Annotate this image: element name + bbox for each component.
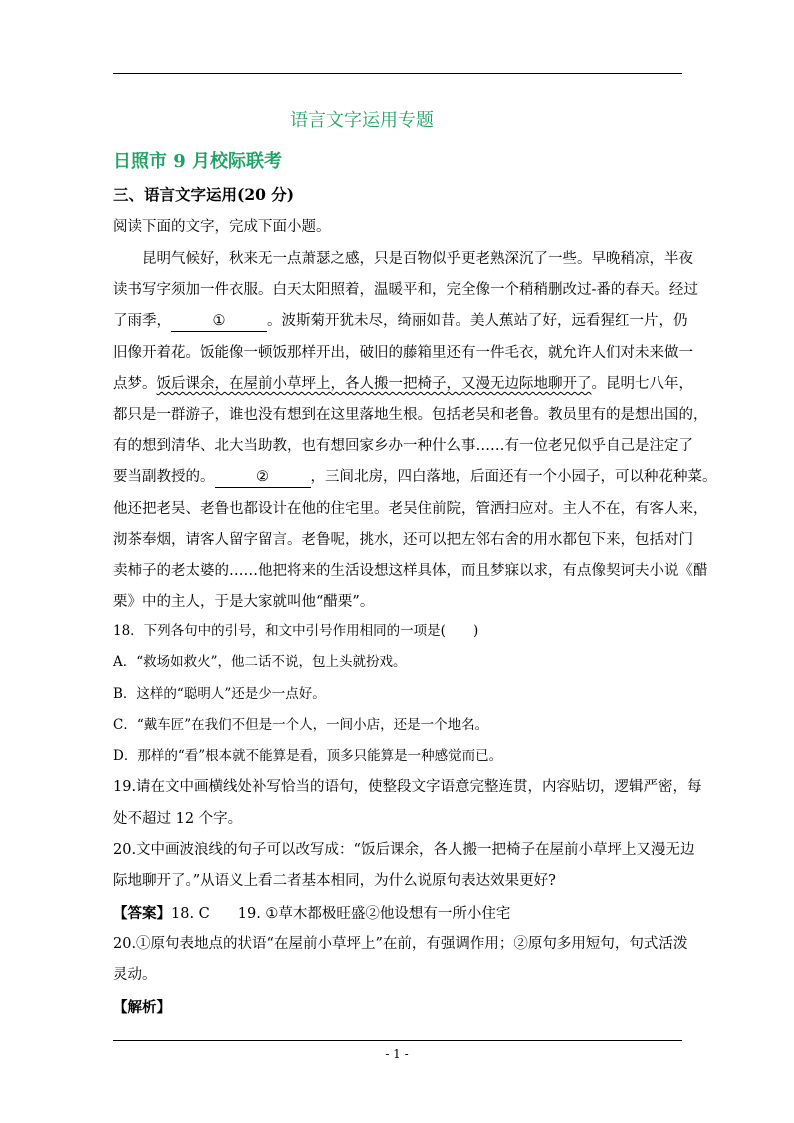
passage-line: [113, 306, 688, 337]
page-number: - 1 -: [385, 1047, 409, 1061]
passage-line: [113, 462, 717, 493]
passage-line: 读书写字须加一件衣服。白天太阳照着，温暖平和，完全像一个稍稍删改过-番的春天。经过: [113, 282, 698, 299]
answer-20-cont: 灵动。: [113, 967, 157, 984]
passage-line: 栗》中的主人，于是大家就叫他“醋栗”。: [113, 594, 375, 611]
section-heading: 三、语言文字运用(20 分): [113, 185, 295, 204]
question-20-cont: 际地聊开了。”从语义上看二者基本相同，为什么说原句表达效果更好?: [113, 873, 556, 890]
passage-line: 他还把老吴、老鲁也都设计在他的住宅里。老吴住前院，管洒扫应对。主人不在，有客人来，: [113, 500, 708, 517]
answer-tag: 【答案】: [113, 904, 171, 922]
blank-2: ②: [215, 467, 311, 488]
document-title: 语言文字运用专题: [290, 110, 434, 131]
blank-1: ①: [171, 311, 267, 332]
question-18: 18．下列各句中的引号，和文中引号作用相同的一项是( ): [113, 623, 479, 639]
passage-text: 了雨季，: [113, 313, 171, 330]
passage-line: 旧像开着花。饭能像一顿饭那样开出，破旧的藤箱里还有一件毛衣，就允许人们对未来做一: [113, 344, 693, 361]
passage-line: 都只是一群游子，谁也没有想到在这里落地生根。包括老吴和老鲁。教员里有的是想出国的，: [113, 406, 708, 423]
option-c: C．“戴车匠”在我们不但是一个人，一间小店，还是一个地名。: [113, 716, 489, 733]
passage-line: [113, 369, 693, 400]
header-rule: [113, 73, 682, 74]
passage-line: 昆明气候好，秋来无一点萧瑟之感，只是百物似乎更老熟深沉了一些。早晚稍凉，半夜: [142, 251, 693, 267]
passage-line: 沏茶奉烟，请客人留字留言。老鲁呢，挑水，还可以把左邻右舍的用水都包下来，包括对门: [113, 531, 693, 548]
footer-rule: [113, 1040, 682, 1041]
reading-instruction: 阅读下面的文字，完成下面小题。: [113, 219, 331, 235]
option-d: D．那样的“看”根本就不能算是看，顶多只能算是一种感觉而已。: [113, 748, 503, 765]
analysis-tag: 【解析】: [113, 998, 171, 1016]
passage-text: ，三间北房，四白落地，后面还有一个小园子，可以种花种菜。: [310, 469, 717, 486]
option-a: A．“救场如救火”，他二话不说，包上头就扮戏。: [113, 654, 407, 671]
question-19-cont: 处不超过 12 个字。: [113, 810, 243, 827]
question-20: 20.文中画波浪线的句子可以改写成：“饭后课余，各人搬一把椅子在屋前小草坪上又漫无边: [113, 842, 695, 859]
question-19: 19.请在文中画横线处补写恰当的语句，使整段文字语意完整连贯，内容贴切，逻辑严密，每: [113, 779, 702, 796]
answer-18: 18. C: [171, 905, 210, 922]
passage-line: 卖柿子的老太婆的……他把将来的生活设想这样具体，而且梦寐以求，有点像契诃夫小说《醋: [113, 562, 708, 579]
answer-19: 19. ①草木都极旺盛②他设想有一所小住宅: [237, 905, 511, 922]
reading-passage: [113, 244, 717, 618]
passage-text: 点梦。: [113, 375, 157, 392]
passage-text: 要当副教授的。: [113, 469, 215, 486]
exam-title: 日照市 9 月校际联考: [113, 151, 283, 172]
passage-line: 有的想到清华、北大当助教，也有想回家乡办一种什么事……有一位老兄似乎自己是注定了: [113, 438, 693, 455]
wavy-underlined-sentence: 饭后课余，在屋前小草坪上，各人搬一把椅子，又漫无边际地聊开了: [156, 375, 592, 392]
passage-text: 。波斯菊开犹未尽，绮丽如昔。美人蕉站了好，远看猩红一片，仍: [267, 313, 688, 330]
passage-text: 。昆明七八年，: [591, 375, 693, 392]
answer-line: [113, 898, 685, 929]
questions-block: [113, 616, 702, 1023]
answer-20: 20.①原句表地点的状语“在屋前小草坪上”在前，有强调作用；②原句多用短句，句式活泼: [113, 935, 688, 952]
option-b: B．这样的“聪明人”还是少一点好。: [113, 685, 326, 702]
